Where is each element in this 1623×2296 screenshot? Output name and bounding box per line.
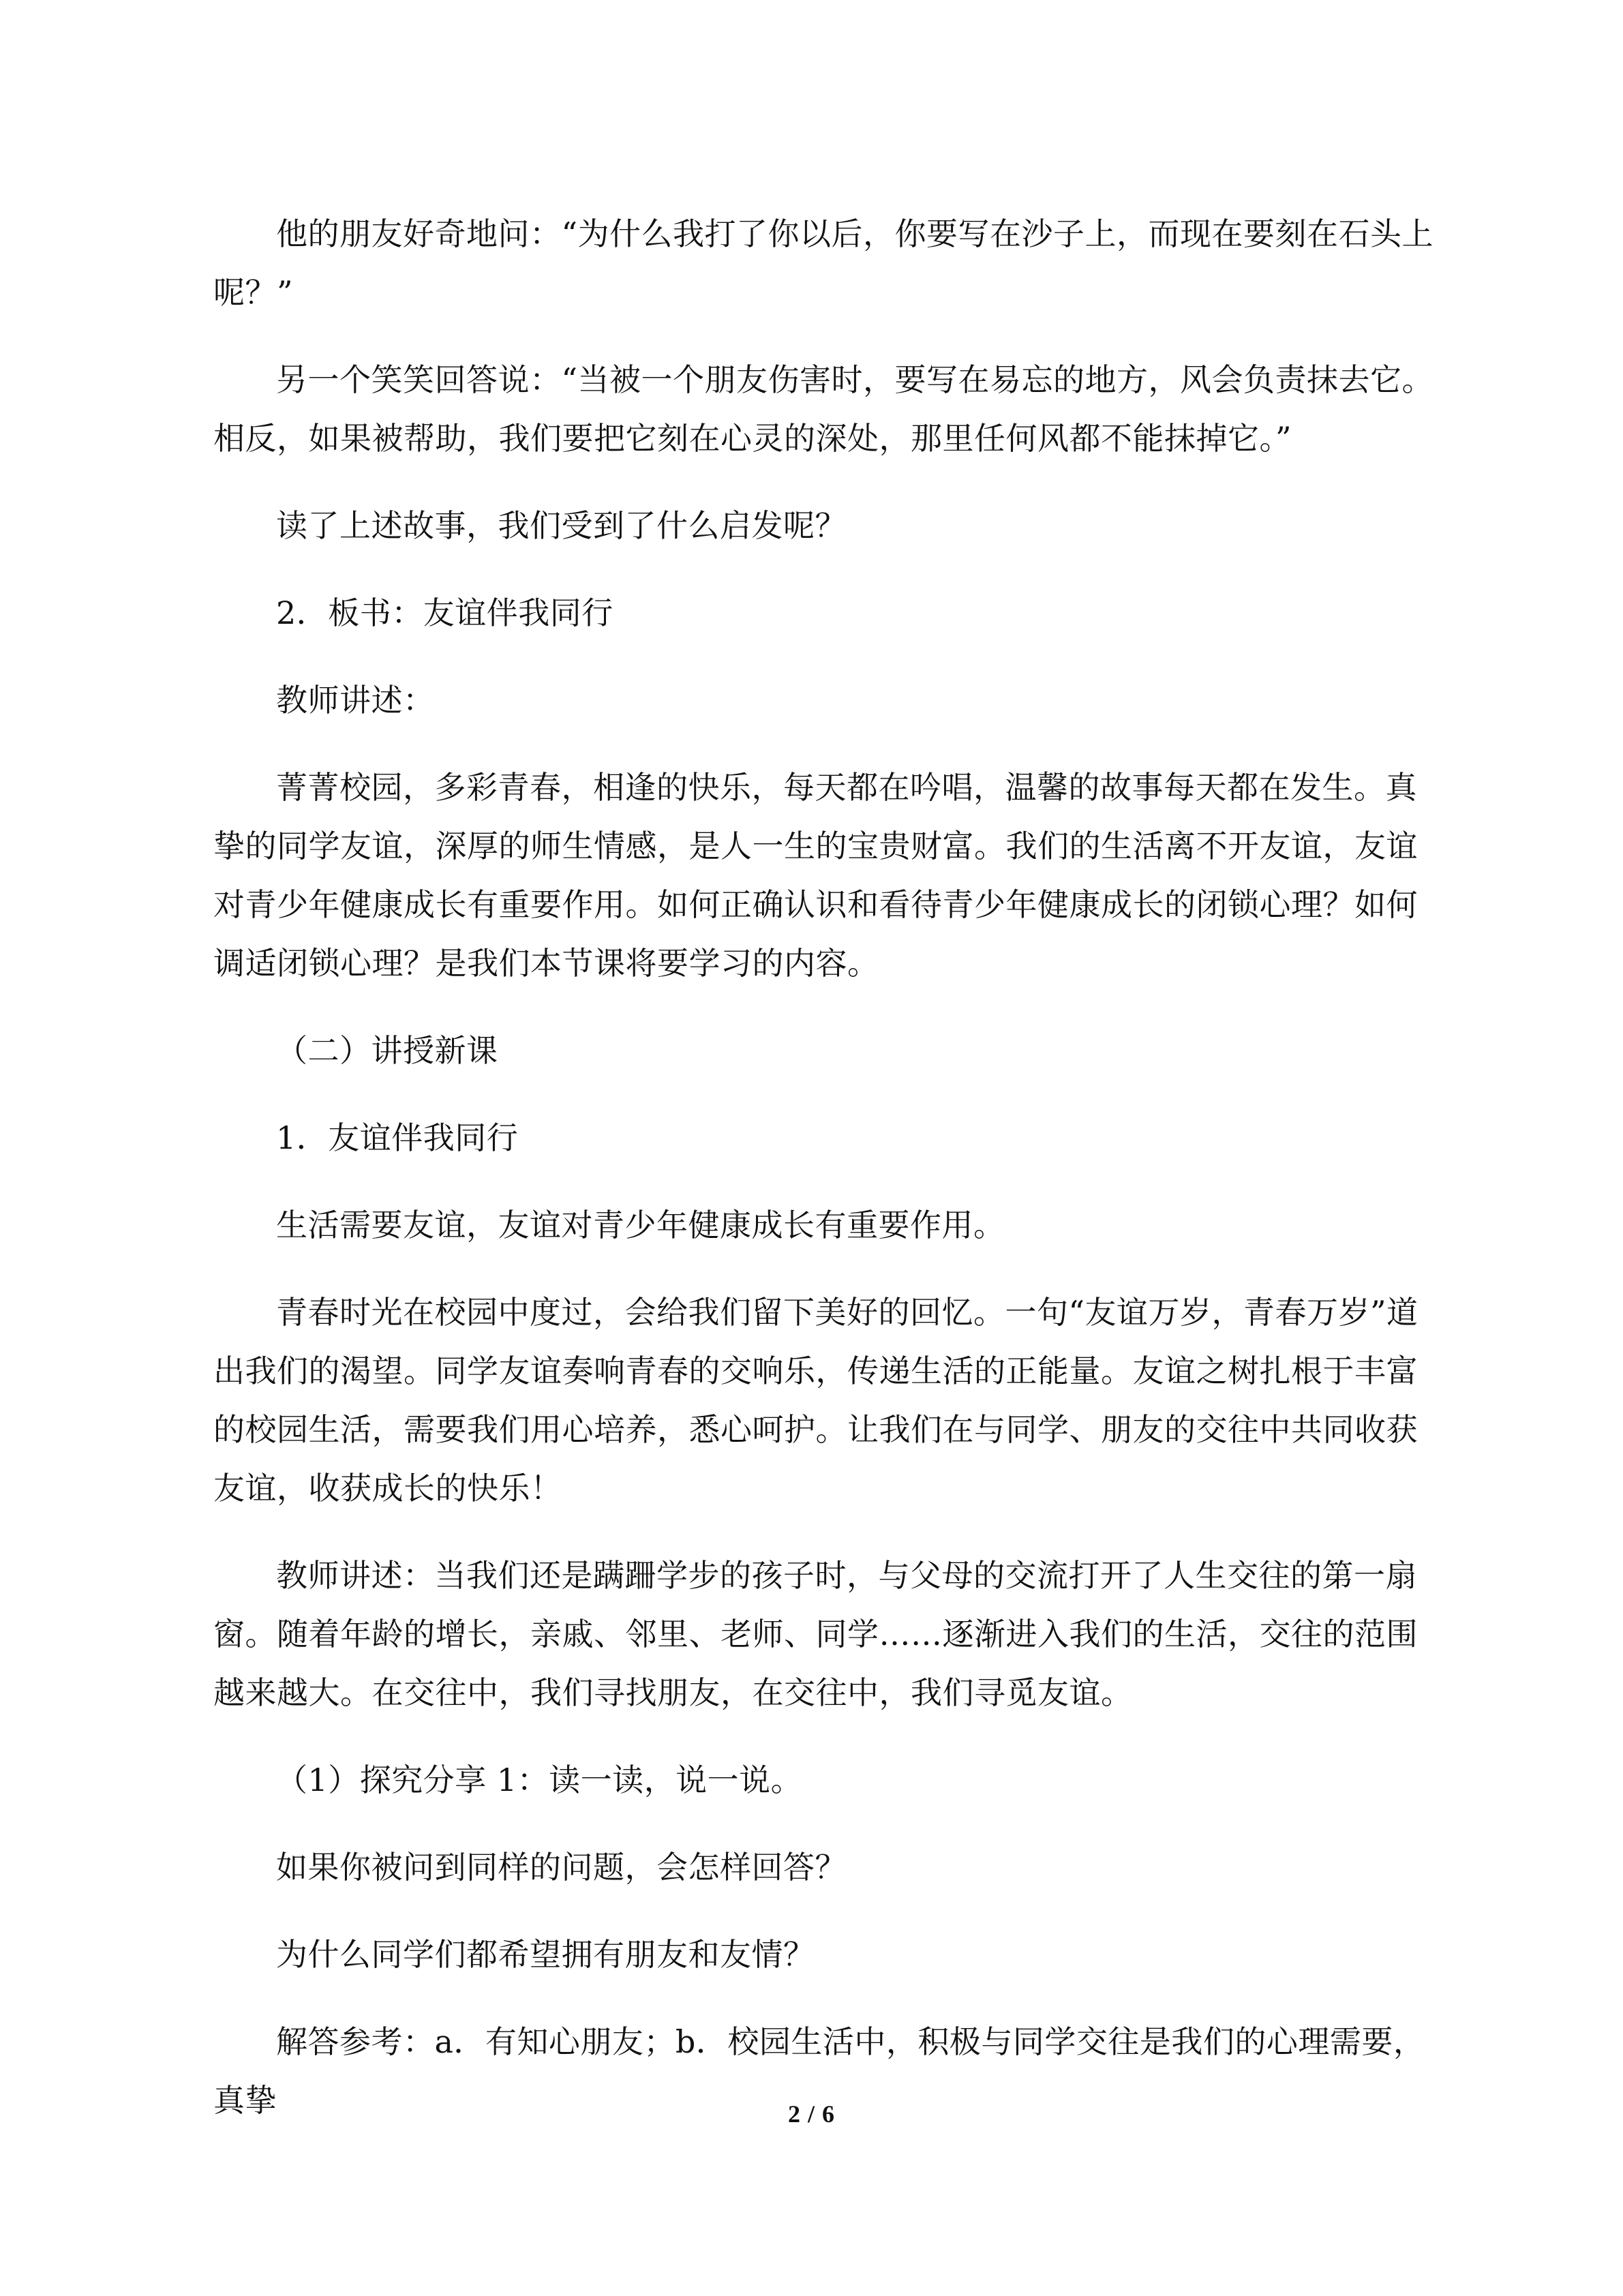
paragraph-teacher-narration-label: 教师讲述： xyxy=(276,682,435,719)
subheading-friendship: 1．友谊伴我同行 xyxy=(276,1119,519,1156)
paragraph-campus-youth: 菁菁校园，多彩青春，相逢的快乐，每天都在吟唱，温馨的故事每天都在发生。真挚的同学友谊，深厚的师生情感，是人一生的宝贵财富。我们的生活离不开友谊，友谊对青少年健康成长有重要作用。如何正确认识和看待青少年健康成长的闭锁心理？如何调适闭锁心理？是我们本节课将要学习的内容。 xyxy=(213,769,1418,982)
paragraph-question-same: 如果你被问到同样的问题，会怎样回答？ xyxy=(276,1849,847,1886)
paragraph-youth-campus: 青春时光在校园中度过，会给我们留下美好的回忆。一句“友谊万岁，青春万岁”道出我们的渴望。同学友谊奏响青春的交响乐，传递生活的正能量。友谊之树扎根于丰富的校园生活，需要我们用心培养，悉心呵护。让我们在与同学、朋友的交往中共同收获友谊，收获成长的快乐！ xyxy=(213,1294,1419,1507)
page-number: 2 / 6 xyxy=(787,2100,835,2128)
paragraph-friend-question: 他的朋友好奇地问：“为什么我打了你以后，你要写在沙子上，而现在要刻在石头上呢？” xyxy=(213,215,1434,311)
paragraph-question-why-friends: 为什么同学们都希望拥有朋友和友情？ xyxy=(276,1936,815,1973)
paragraph-answer-reference: 解答参考：a．有知心朋友；b．校园生活中，积极与同学交往是我们的心理需要，真挚 xyxy=(213,2023,1425,2119)
paragraph-friend-answer: 另一个笑笑回答说：“当被一个朋友伤害时，要写在易忘的地方，风会负责抹去它。相反，如果被帮助，我们要把它刻在心灵的深处，那里任何风都不能抹掉它。” xyxy=(213,361,1434,457)
paragraph-life-needs-friendship: 生活需要友谊，友谊对青少年健康成长有重要作用。 xyxy=(276,1207,1005,1243)
paragraph-explore-share: （1）探究分享 1：读一读，说一说。 xyxy=(276,1762,803,1798)
paragraph-teacher-narration: 教师讲述：当我们还是蹒跚学步的孩子时，与父母的交流打开了人生交往的第一扇窗。随着年龄的增长，亲戚、邻里、老师、同学……逐渐进入我们的生活，交往的范围越来越大。在交往中，我们寻找朋友，在交往中，我们寻觅友谊。 xyxy=(213,1557,1418,1711)
paragraph-inspiration-question: 读了上述故事，我们受到了什么启发呢？ xyxy=(276,507,847,544)
body-text xyxy=(213,205,1440,2130)
paragraph-blackboard-title: 2．板书：友谊伴我同行 xyxy=(276,594,613,631)
section-heading-new-lesson: （二）讲授新课 xyxy=(276,1032,498,1069)
